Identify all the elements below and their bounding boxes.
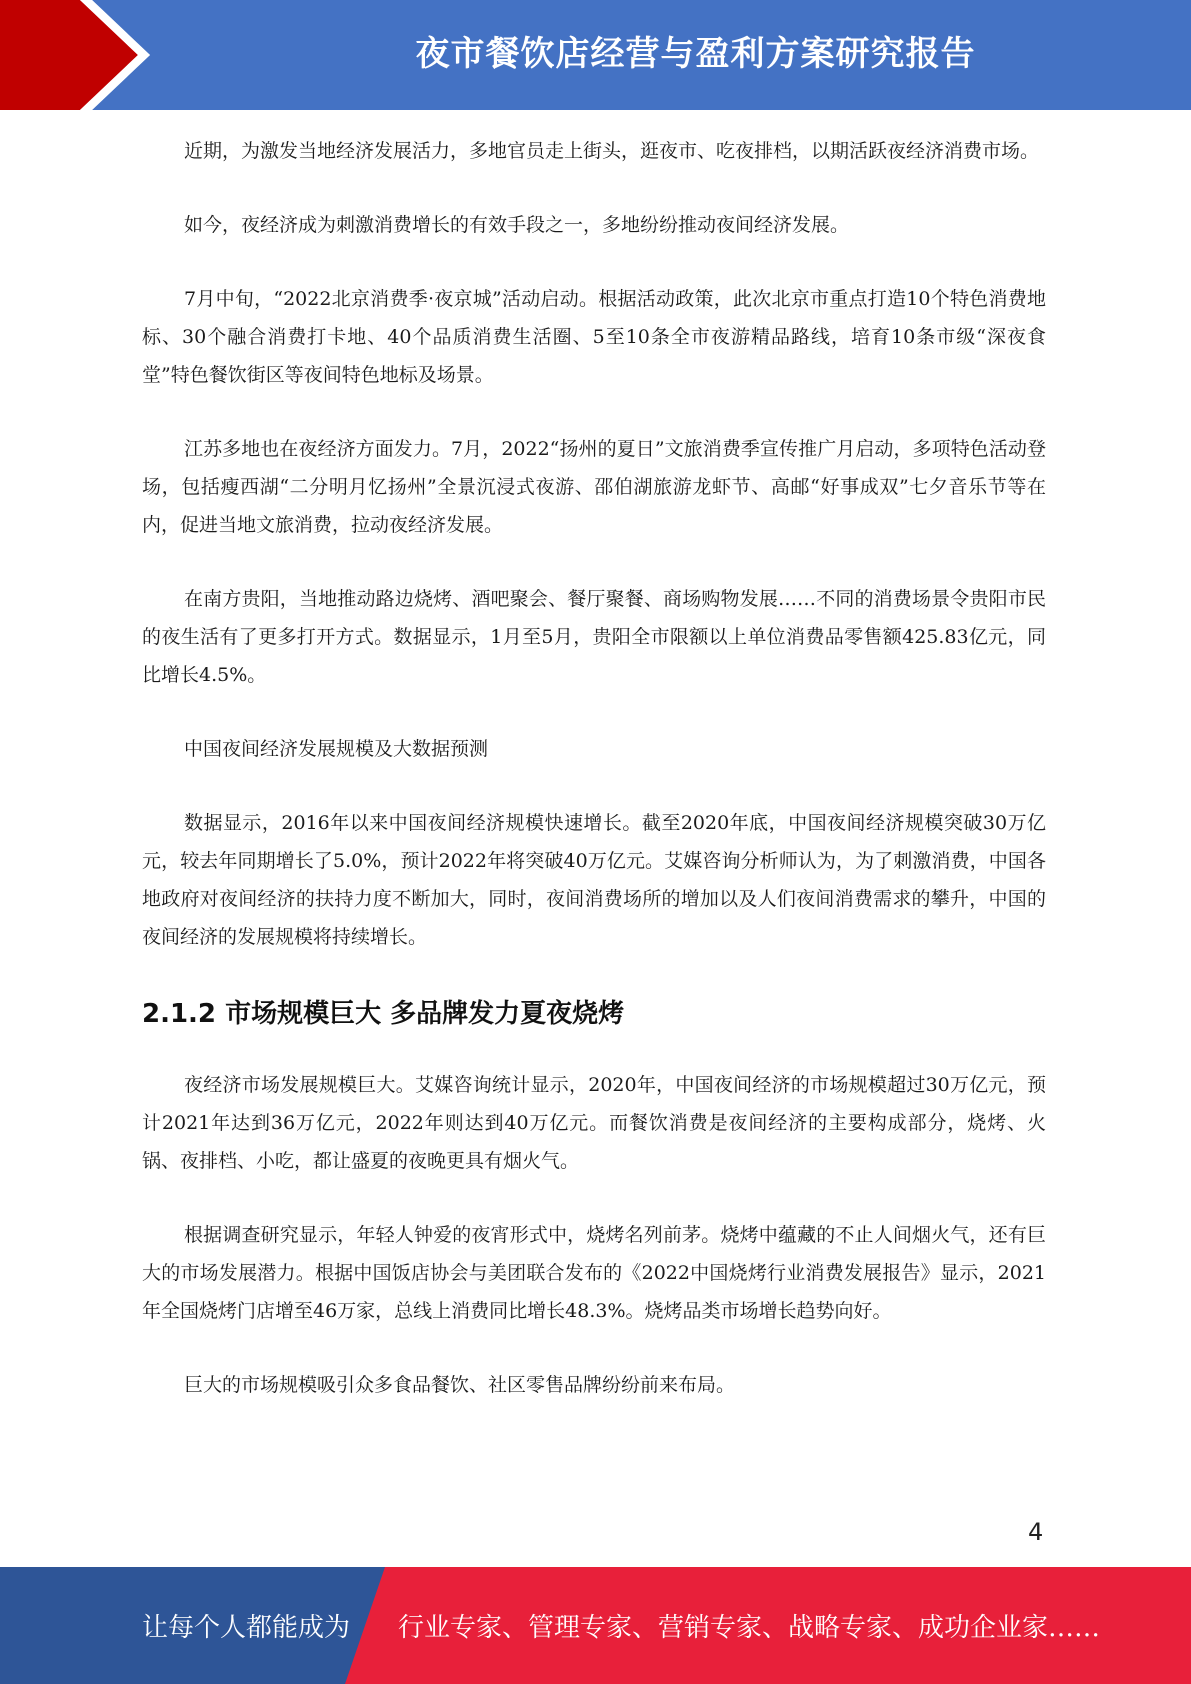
footer-slogan-right: 行业专家、管理专家、营销专家、战略专家、成功企业家…… xyxy=(398,1613,1101,1643)
paragraph: 7月中旬，“2022北京消费季·夜京城”活动启动。根据活动政策，此次北京市重点打造10个特色消费地标、30个融合消费打卡地、40个品质消费生活圈、5至10条全市夜游精品路线，培育10条市级“深夜食堂”特色餐饮街区等夜间特色地标及场景。 xyxy=(142,288,1046,386)
paragraph: 在南方贵阳，当地推动路边烧烤、酒吧聚会、餐厅聚餐、商场购物发展……不同的消费场景令贵阳市民的夜生活有了更多打开方式。数据显示，1月至5月，贵阳全市限额以上单位消费品零售额425.83亿元，同比增长4.5%。 xyxy=(142,588,1046,686)
page-number: 4 xyxy=(1028,1518,1044,1546)
paragraph: 根据调查研究显示，年轻人钟爱的夜宵形式中，烧烤名列前茅。烧烤中蕴藏的不止人间烟火气，还有巨大的市场发展潜力。根据中国饭店协会与美团联合发布的《2022中国烧烤行业消费发展报告》显示，2021年全国烧烤门店增至46万家，总线上消费同比增长48.3%。烧烤品类市场增长趋势向好。 xyxy=(142,1224,1046,1322)
paragraph: 巨大的市场规模吸引众多食品餐饮、社区零售品牌纷纷前来布局。 xyxy=(184,1374,736,1396)
document-body xyxy=(142,132,1046,1440)
paragraph: 江苏多地也在夜经济方面发力。7月，2022“扬州的夏日”文旅消费季宣传推广月启动，多项特色活动登场，包括瘦西湖“二分明月忆扬州”全景沉浸式夜游、邵伯湖旅游龙虾节、高邮“好事成双”七夕音乐节等在内，促进当地文旅消费，拉动夜经济发展。 xyxy=(142,438,1046,536)
footer-slogan-left: 让每个人都能成为 xyxy=(142,1613,351,1643)
paragraph: 夜经济市场发展规模巨大。艾媒咨询统计显示，2020年，中国夜间经济的市场规模超过30万亿元，预计2021年达到36万亿元，2022年则达到40万亿元。而餐饮消费是夜间经济的主要构成部分，烧烤、火锅、夜排档、小吃，都让盛夏的夜晚更具有烟火气。 xyxy=(142,1074,1046,1172)
paragraph: 中国夜间经济发展规模及大数据预测 xyxy=(184,738,489,760)
page-footer xyxy=(0,1567,1191,1684)
section-heading: 2.1.2 市场规模巨大 多品牌发力夏夜烧烤 xyxy=(142,999,625,1029)
paragraph: 近期，为激发当地经济发展活力，多地官员走上街头，逛夜市、吃夜排档，以期活跃夜经济消费市场。 xyxy=(184,140,1040,162)
page-header xyxy=(0,0,1191,110)
paragraph: 如今，夜经济成为刺激消费增长的有效手段之一，多地纷纷推动夜间经济发展。 xyxy=(184,214,850,236)
document-title: 夜市餐饮店经营与盈利方案研究报告 xyxy=(415,34,976,74)
paragraph: 数据显示，2016年以来中国夜间经济规模快速增长。截至2020年底，中国夜间经济规模突破30万亿元，较去年同期增长了5.0%，预计2022年将突破40万亿元。艾媒咨询分析师认为，为了刺激消费，中国各地政府对夜间经济的扶持力度不断加大，同时，夜间消费场所的增加以及人们夜间消费需求的攀升，中国的夜间经济的发展规模将持续增长。 xyxy=(142,812,1046,948)
